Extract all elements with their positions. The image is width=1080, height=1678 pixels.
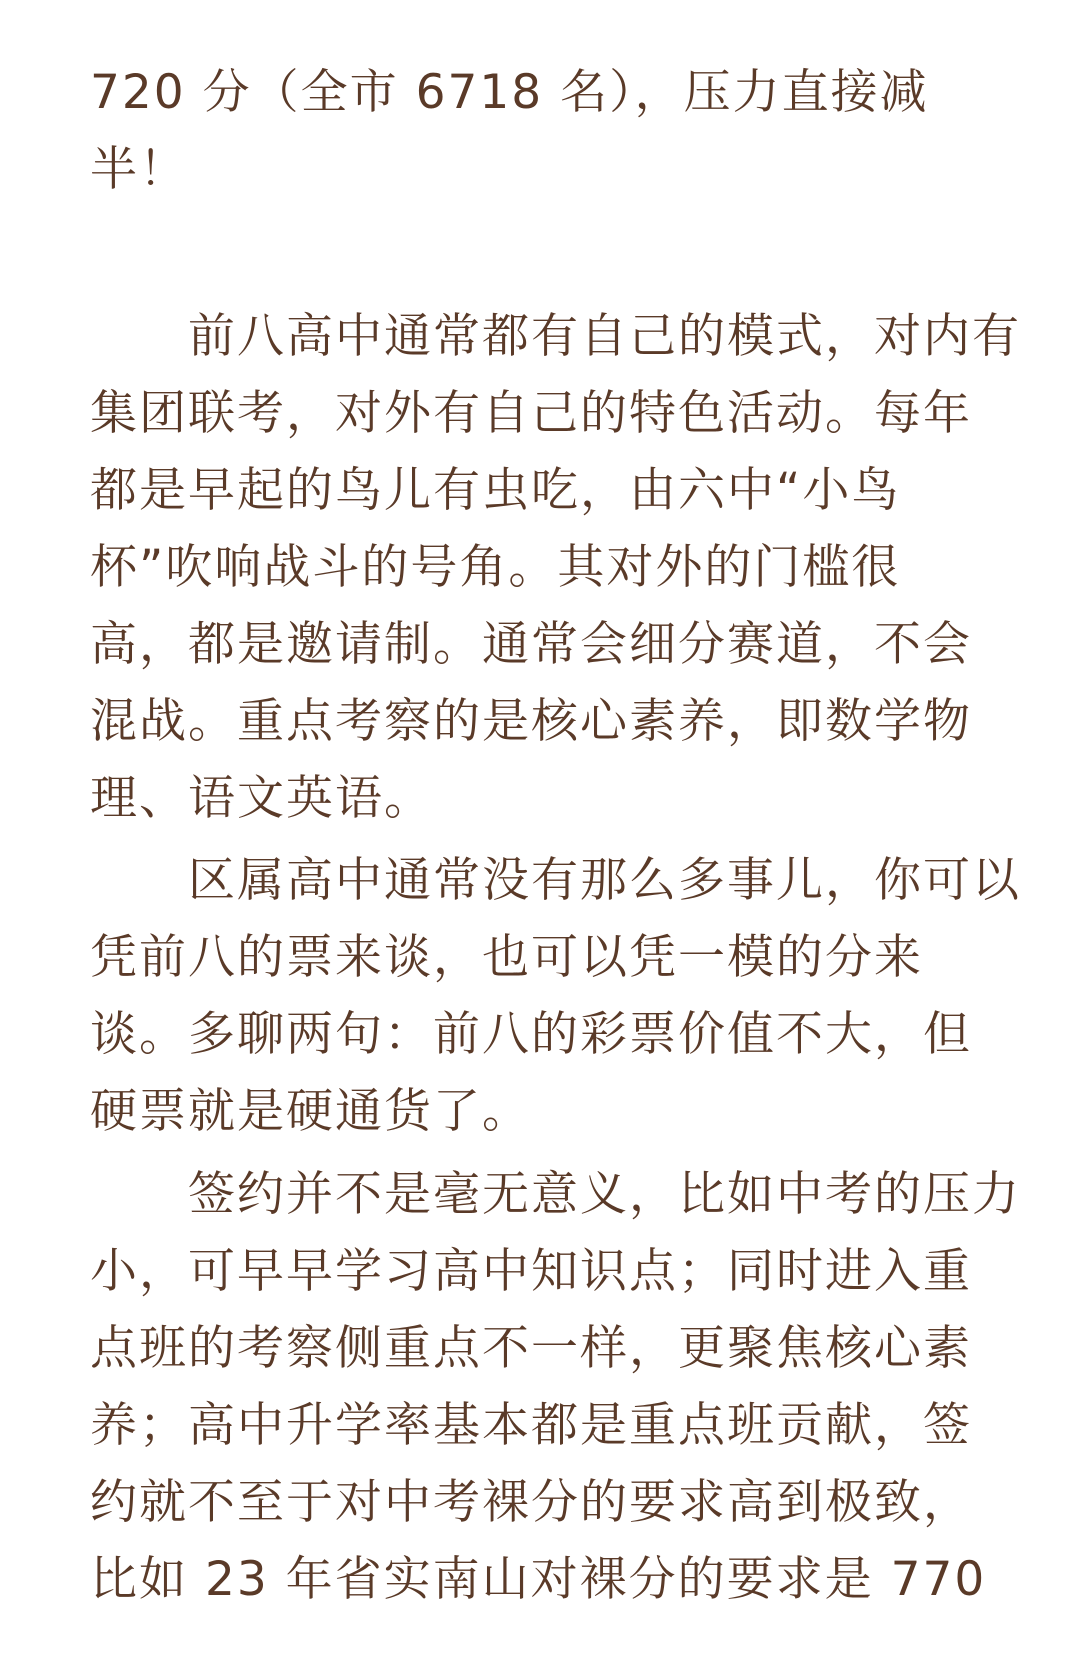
text-line: 凭前八的票来谈，也可以凭一模的分来: [90, 930, 923, 985]
text-line: 小，可早早学习高中知识点；同时进入重: [90, 1244, 972, 1299]
text-line: 720 分（全市 6718 名），压力直接减: [90, 65, 929, 120]
text-line: 约就不至于对中考裸分的要求高到极致，: [90, 1475, 972, 1530]
text-line: 都是早起的鸟儿有虫吃，由六中“小鸟: [90, 463, 901, 518]
text-line: 混战。重点考察的是核心素养，即数学物: [90, 694, 972, 749]
text-line: 前八高中通常都有自己的模式，对内有: [90, 309, 1021, 364]
text-line: 谈。多聊两句：前八的彩票价值不大，但: [90, 1007, 972, 1062]
text-line: 硬票就是硬通货了。: [90, 1084, 531, 1139]
text-line: 集团联考，对外有自己的特色活动。每年: [90, 386, 972, 441]
text-line: 养；高中升学率基本都是重点班贡献，签: [90, 1398, 972, 1453]
text-line: 签约并不是毫无意义，比如中考的压力: [90, 1167, 1021, 1222]
text-block-continuation: [90, 54, 929, 208]
text-line: 点班的考察侧重点不一样，更聚焦核心素: [90, 1321, 972, 1376]
paragraph-top-eight-schools: [90, 298, 1021, 837]
paragraph-district-schools: [90, 842, 1021, 1150]
text-line: 高，都是邀请制。通常会细分赛道，不会: [90, 617, 972, 672]
text-line: 区属高中通常没有那么多事儿，你可以: [90, 853, 1021, 908]
text-line: 杯”吹响战斗的号角。其对外的门槛很: [90, 540, 901, 595]
text-line: 半！: [90, 142, 188, 197]
text-line: 比如 23 年省实南山对裸分的要求是 770: [90, 1552, 987, 1607]
text-line: 理、语文英语。: [90, 771, 433, 826]
paragraph-signing: [90, 1156, 1021, 1618]
